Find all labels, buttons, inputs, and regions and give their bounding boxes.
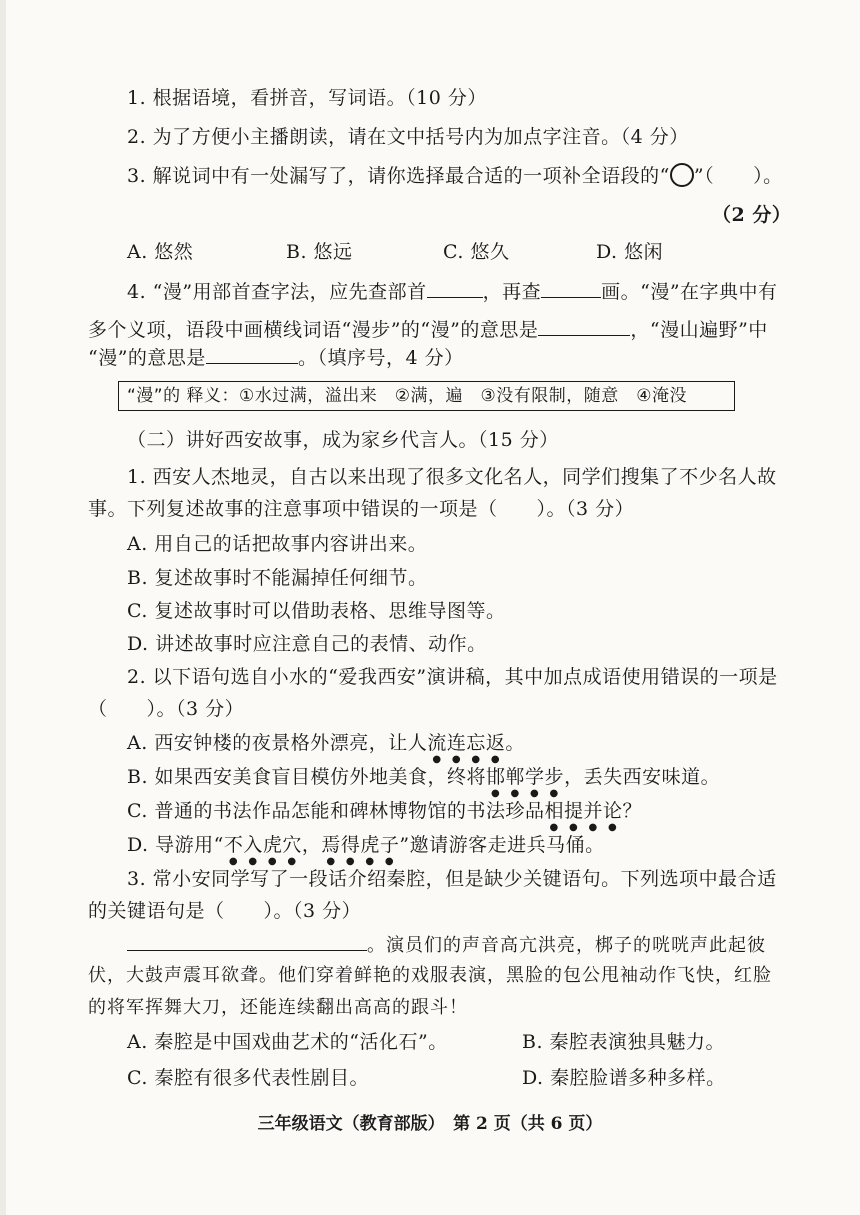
p2-q2-option-a: [127, 731, 525, 765]
p2-q2-option-d: [127, 833, 605, 867]
p2-q2-a-post: 。: [505, 732, 525, 754]
passage-line-1: [127, 932, 766, 958]
p2-q2-b-post: ，丢失西安味道。: [564, 766, 721, 788]
p2-q1-option-a: A. 用自己的话把故事内容讲出来。: [127, 533, 428, 555]
p2-q3-option-d: D. 秦腔脸谱多种多样。: [522, 1067, 726, 1089]
passage-text-1: 。演员们的声音高亢洪亮，梆子的咣咣声此起彼: [367, 935, 766, 956]
passage-line-3: 的将军挥舞大刀，还能连续翻出高高的跟斗！: [88, 997, 468, 1018]
p2-question-2-line-2: （ ）。（3 分）: [88, 698, 245, 720]
question-4-line-1: [127, 279, 778, 304]
p2-q2-d-post: ”邀请游客走进兵马俑。: [399, 834, 605, 856]
q3-option-a: A. 悠然: [127, 241, 194, 263]
q3-option-c: C. 悠久: [443, 241, 510, 263]
question-3-bracket: ”（ ）。: [693, 165, 783, 187]
question-2: 2. 为了方便小主播朗读，请在文中括号内为加点字注音。（4 分）: [127, 126, 689, 148]
p2-q2-option-b: [127, 765, 720, 799]
p2-q2-c-post: ？: [622, 800, 642, 822]
page-edge: [0, 0, 6, 1215]
definition-text: “漫”的 释义：①水过满，溢出来 ②满，遍 ③没有限制，随意 ④淹没: [127, 386, 687, 406]
p2-q2-a-idiom: 流连忘返: [427, 732, 506, 754]
q4-blank-meaning-1: [538, 317, 630, 336]
p2-q3-option-c: C. 秦腔有很多代表性剧目。: [127, 1067, 369, 1089]
circle-blank-icon: [670, 163, 694, 187]
p2-q2-c-idiom: 相提并论: [544, 800, 623, 822]
p2-q1-option-d: D. 讲述故事时应注意自己的表情、动作。: [127, 633, 487, 655]
q4-text-a: 4. “漫”用部首查字法，应先查部首: [127, 281, 427, 303]
p2-question-2-line-1: 2. 以下语句选自小水的“爱我西安”演讲稿，其中加点成语使用错误的一项是: [127, 666, 778, 688]
question-1: 1. 根据语境，看拼音，写词语。（10 分）: [127, 87, 487, 109]
question-3: [127, 163, 783, 188]
p2-q1-option-c: C. 复述故事时可以借助表格、思维导图等。: [127, 600, 506, 622]
q3-option-d: D. 悠闲: [596, 241, 664, 263]
p2-q3-option-a: A. 秦腔是中国戏曲艺术的“活化石”。: [127, 1031, 448, 1053]
q4-text-d: 多个义项，语段中画横线词语“漫步”的“漫”的意思是: [88, 319, 539, 341]
passage-line-2: 伏，大鼓声震耳欲聋。他们穿着鲜艳的戏服表演，黑脸的包公甩袖动作飞快，红脸: [88, 965, 772, 986]
p2-question-1-line-1: 1. 西安人杰地灵，自古以来出现了很多文化名人，同学们搜集了不少名人故: [127, 466, 777, 488]
p2-q2-d-pre: D. 导游用“: [127, 834, 224, 856]
p2-question-3-line-1: 3. 常小安同学写了一段话介绍秦腔，但是缺少关键语句。下列选项中最合适: [127, 868, 777, 890]
p2-q1-option-b: B. 复述故事时不能漏掉任何细节。: [127, 567, 428, 589]
question-3-text: 3. 解说词中有一处漏写了，请你选择最合适的一项补全语段的“: [127, 165, 670, 187]
definition-box: [118, 381, 735, 411]
question-4-line-3: [88, 345, 464, 370]
passage-blank: [127, 932, 367, 951]
p2-q2-c-pre: C. 普通的书法作品怎能和碑林博物馆的书法珍品: [127, 800, 545, 822]
q4-text-e: ，“漫山遍野”中: [630, 319, 768, 341]
section-2-heading: （二）讲好西安故事，成为家乡代言人。（15 分）: [127, 429, 559, 451]
q4-text-b: ，再查: [482, 281, 542, 303]
p2-q3-option-b: B. 秦腔表演独具魅力。: [522, 1031, 726, 1053]
question-4-line-2: [88, 317, 768, 342]
p2-q2-b-pre: B. 如果西安美食盲目模仿外地美食，终将: [127, 766, 487, 788]
q4-blank-strokes: [541, 279, 601, 298]
p2-q2-d-idiom: 不入虎穴，焉得虎子: [223, 834, 400, 856]
p2-q2-option-c: [127, 799, 642, 833]
p2-q2-a-pre: A. 西安钟楼的夜景格外漂亮，让人: [127, 732, 428, 754]
q4-blank-radical: [427, 279, 483, 298]
p2-question-3-line-2: 的关键语句是（ ）。（3 分）: [88, 900, 362, 922]
q4-text-f: “漫”的意思是: [88, 347, 206, 369]
p2-q2-b-idiom: 邯郸学步: [486, 766, 565, 788]
question-3-score: （2 分）: [712, 204, 792, 226]
page-footer: 三年级语文（教育部版） 第 2 页（共 6 页）: [257, 1114, 603, 1134]
p2-question-1-line-2: 事。下列复述故事的注意事项中错误的一项是（ ）。（3 分）: [88, 498, 635, 520]
q3-option-b: B. 悠远: [286, 241, 353, 263]
q4-text-g: 。（填序号，4 分）: [297, 347, 464, 369]
q4-blank-meaning-2: [206, 345, 298, 364]
q4-text-c: 画。“漫”在字典中有: [601, 281, 778, 303]
